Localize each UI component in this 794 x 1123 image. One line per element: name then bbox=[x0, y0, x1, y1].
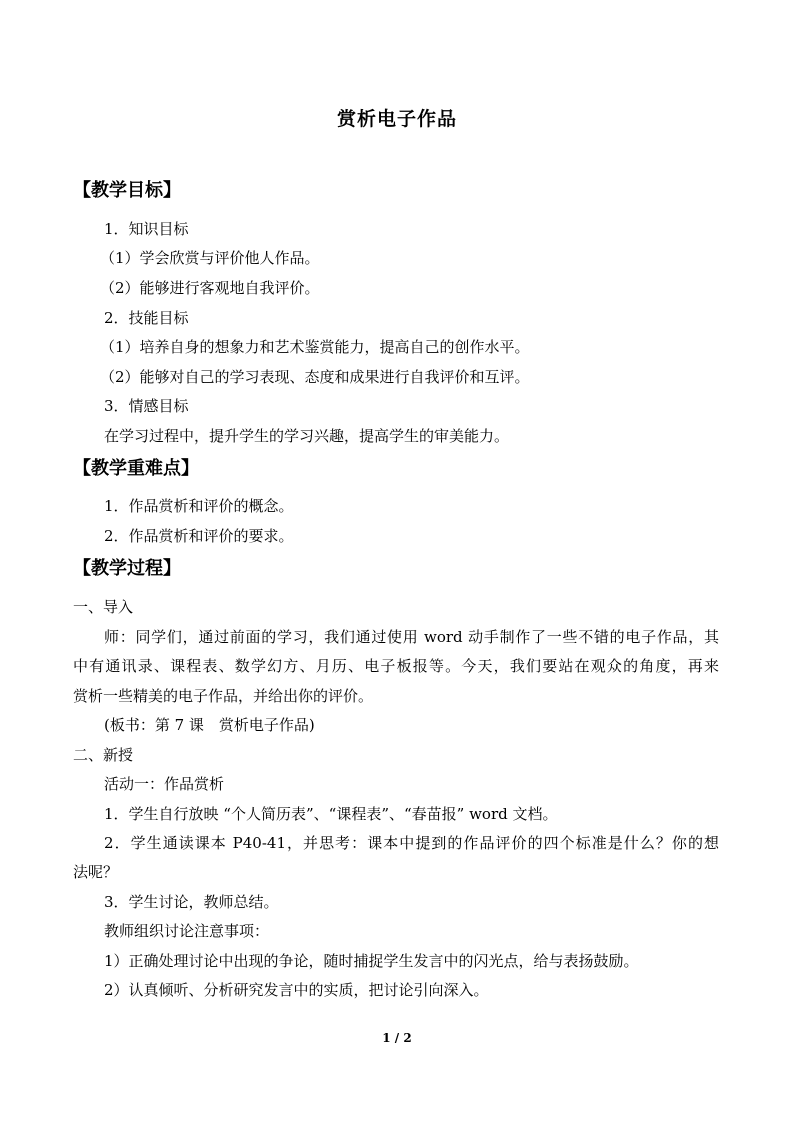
objective-line: （2）能够对自己的学习表现、态度和成果进行自我评价和互评。 bbox=[100, 368, 530, 386]
intro-paragraph-line: 赏析一些精美的电子作品，并给出你的评价。 bbox=[73, 687, 374, 705]
activity-step: 2．学生通读课本 P40-41，并思考：课本中提到的作品评价的四个标准是什么？你的想 bbox=[104, 834, 719, 852]
objective-line: （1）学会欣赏与评价他人作品。 bbox=[100, 249, 320, 267]
objective-line: 3．情感目标 bbox=[104, 397, 189, 415]
key-point-line: 1．作品赏析和评价的概念。 bbox=[104, 497, 294, 515]
activity-step-continued: 法呢？ bbox=[73, 863, 119, 881]
activity-title: 活动一：作品赏析 bbox=[104, 775, 225, 793]
objective-line: （2）能够进行客观地自我评价。 bbox=[100, 279, 320, 297]
objective-line: （1）培养自身的想象力和艺术鉴赏能力，提高自己的创作水平。 bbox=[100, 338, 530, 356]
page-number: 1 / 2 bbox=[382, 1031, 412, 1045]
section-heading-key-points: 【教学重难点】 bbox=[73, 458, 199, 479]
objective-line: 2．技能目标 bbox=[104, 309, 189, 327]
notes-heading: 教师组织讨论注意事项： bbox=[104, 922, 270, 940]
key-point-line: 2．作品赏析和评价的要求。 bbox=[104, 527, 294, 545]
note-line: 1）正确处理讨论中出现的争论，随时捕捉学生发言中的闪光点，给与表扬鼓励。 bbox=[104, 952, 639, 970]
subheading-intro: 一、导入 bbox=[73, 598, 134, 616]
objective-line: 在学习过程中，提升学生的学习兴趣，提高学生的审美能力。 bbox=[104, 427, 510, 445]
section-heading-objectives: 【教学目标】 bbox=[73, 180, 181, 201]
activity-step: 1．学生自行放映 “个人简历表”、“课程表”、“春苗报” word 文档。 bbox=[104, 805, 558, 823]
intro-paragraph-line: 师：同学们，通过前面的学习，我们通过使用 word 动手制作了一些不错的电子作品，其 bbox=[104, 628, 719, 646]
subheading-new-lesson: 二、新授 bbox=[73, 746, 134, 764]
board-note: (板书：第 7 课 赏析电子作品) bbox=[104, 716, 315, 734]
page-title: 赏析电子作品 bbox=[336, 108, 457, 130]
intro-paragraph-line: 中有通讯录、课程表、数学幻方、月历、电子板报等。今天，我们要站在观众的角度，再来 bbox=[73, 657, 719, 675]
objective-line: 1．知识目标 bbox=[104, 220, 189, 238]
section-heading-process: 【教学过程】 bbox=[73, 558, 181, 579]
activity-step: 3．学生讨论，教师总结。 bbox=[104, 893, 279, 911]
note-line: 2）认真倾听、分析研究发言中的实质，把讨论引向深入。 bbox=[104, 981, 489, 999]
